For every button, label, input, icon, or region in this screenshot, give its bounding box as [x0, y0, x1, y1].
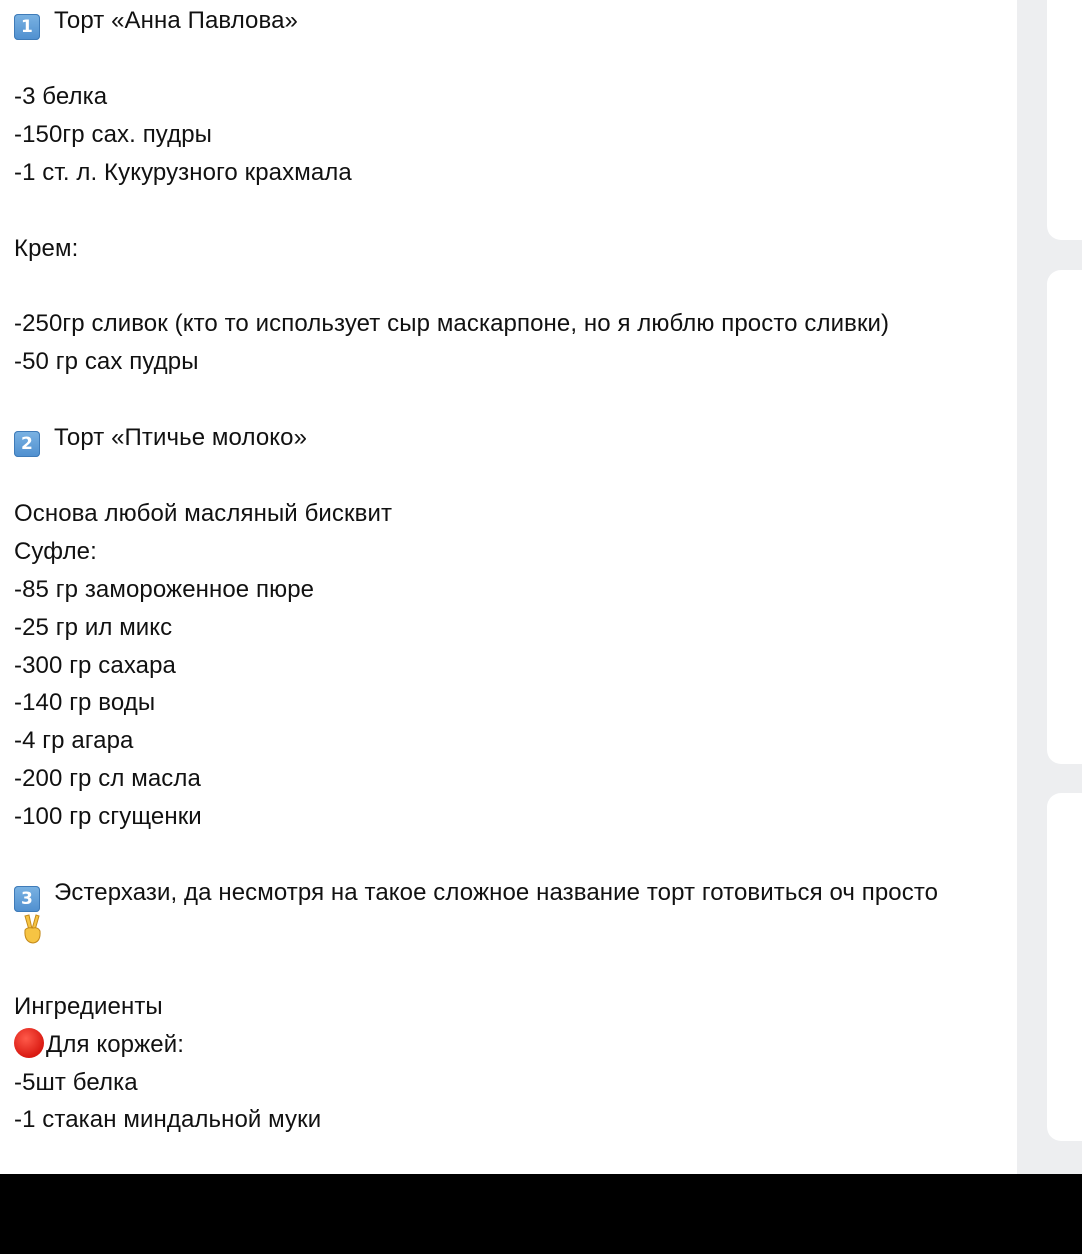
recipe-1-cream-label: Крем: [14, 234, 79, 262]
recipe-3-ingredients-label: Ингредиенты [14, 992, 163, 1020]
stop-sign-icon [14, 1028, 44, 1058]
keycap-digit-icon: 3 [14, 886, 40, 912]
post-text [14, 2, 974, 1139]
recipe-3-heading [14, 874, 954, 950]
recipe-1-item: -1 ст. л. Кукурузного крахмала [14, 158, 352, 186]
recipe-3-item: -5шт белка [14, 1068, 138, 1096]
blank-line [14, 950, 974, 988]
recipe-2-heading [14, 419, 974, 457]
recipe-2-item: -300 гр сахара [14, 651, 176, 679]
recipe-1-title: Торт «Анна Павлова» [54, 7, 298, 34]
blank-line [14, 381, 974, 419]
recipe-1-cream-item: -250гр сливок (кто то использует сыр маскарпоне, но я люблю просто сливки) [14, 310, 890, 338]
keycap-digit-icon: 1 [14, 14, 40, 40]
recipe-2-souffle-label: Суфле: [14, 537, 97, 565]
keycap-digit-icon: 2 [14, 431, 40, 457]
recipe-1-item: -3 белка [14, 82, 108, 110]
recipe-1-item: -150гр сах. пудры [14, 120, 212, 148]
recipe-3-item: -1 стакан миндальной муки [14, 1106, 322, 1134]
sidebar-card[interactable] [1047, 270, 1082, 764]
recipe-3-layers-heading [14, 1026, 974, 1064]
recipe-2-item: -200 гр сл масла [14, 765, 201, 793]
recipe-3-layers-label: Для коржей: [46, 1030, 184, 1058]
recipe-2-item: -85 гр замороженное пюре [14, 575, 315, 603]
recipe-1-heading [14, 2, 974, 40]
blank-line [14, 40, 974, 78]
blank-line [14, 192, 974, 230]
recipe-2-title: Торт «Птичье молоко» [54, 424, 308, 451]
right-sidebar [1017, 0, 1082, 1174]
recipe-2-item: -100 гр сгущенки [14, 803, 202, 831]
recipe-2-base: Основа любой масляный бисквит [14, 499, 393, 527]
blank-line [14, 457, 974, 495]
sidebar-card[interactable] [1047, 0, 1082, 240]
recipe-1-cream-item: -50 гр сах пудры [14, 348, 199, 376]
recipe-3-title: Эстерхази, да несмотря на такое сложное название торт готовиться оч просто [54, 878, 939, 906]
victory-hand-icon [20, 914, 44, 944]
blank-line [14, 836, 974, 874]
blank-line [14, 267, 974, 305]
recipe-2-item: -25 гр ил микс [14, 613, 173, 641]
recipe-2-item: -4 гр агара [14, 727, 134, 755]
sidebar-card[interactable] [1047, 793, 1082, 1141]
recipe-2-item: -140 гр воды [14, 689, 156, 717]
